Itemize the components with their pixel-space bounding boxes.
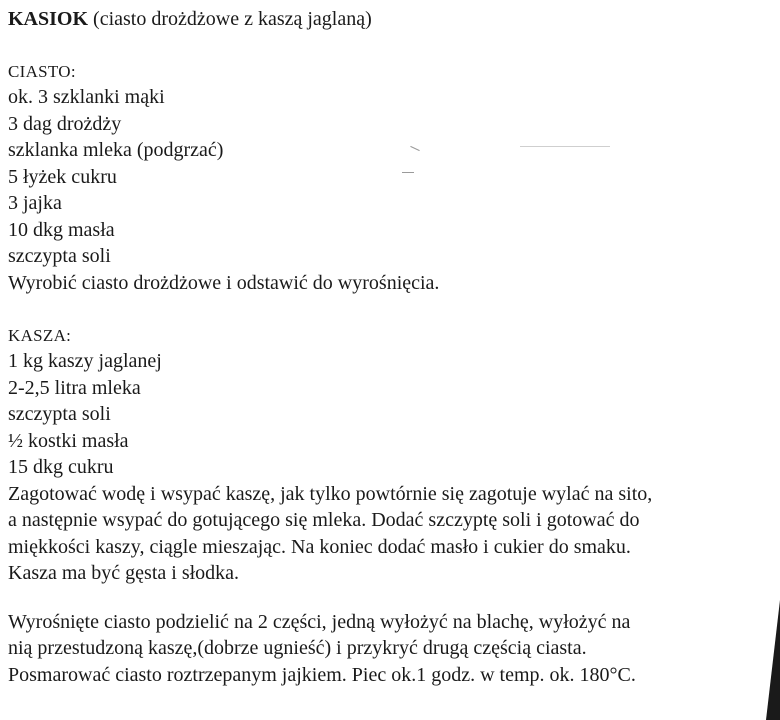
recipe-title-description: (ciasto drożdżowe z kaszą jaglaną) [88, 8, 372, 30]
ingredient-line: 15 dkg cukru [8, 456, 114, 478]
recipe-title-name: KASIOK [8, 8, 89, 30]
groats-section [8, 324, 774, 587]
ingredient-line: 2-2,5 litra mleka [8, 376, 141, 399]
instruction-line: Kasza ma być gęsta i słodka. [8, 562, 240, 584]
scan-edge-shadow [766, 600, 780, 720]
instruction-line: miękkości kaszy, ciągle mieszając. Na koniec dodać masło i cukier do smaku. [8, 535, 631, 558]
instruction-line: Zagotować wodę i wsypać kaszę, jak tylko powtórnie się zagotuje wylać na sito, [8, 482, 653, 505]
ingredient-line: szczypta soli [8, 245, 111, 267]
ingredient-line: 3 dag drożdży [8, 112, 122, 135]
instruction-line: Wyrośnięte ciasto podzielić na 2 części, jedną wyłożyć na blachę, wyłożyć na [8, 610, 631, 633]
ingredient-line: 3 jajka [8, 192, 62, 214]
dough-instruction: Wyrobić ciasto drożdżowe i odstawić do wyrośnięcia. [8, 271, 440, 294]
recipe-title [8, 6, 774, 32]
groats-heading: KASZA: [8, 326, 72, 345]
dough-heading: CIASTO: [8, 62, 76, 81]
scan-speck [520, 146, 610, 147]
ingredient-line: ½ kostki masła [8, 429, 129, 452]
ingredient-line: ok. 3 szklanki mąki [8, 86, 165, 108]
ingredient-line: 10 dkg masła [8, 218, 115, 241]
scan-speck [402, 172, 414, 173]
recipe-document [8, 6, 774, 688]
ingredient-line: szczypta soli [8, 403, 111, 425]
instruction-line: a następnie wsypać do gotującego się mleka. Dodać szczyptę soli i gotować do [8, 509, 640, 531]
instruction-line: Posmarować ciasto roztrzepanym jajkiem. Piec ok.1 godz. w temp. ok. 180°C. [8, 663, 636, 686]
ingredient-line: 5 łyżek cukru [8, 165, 117, 188]
groats-instruction [8, 481, 774, 587]
ingredient-line: szklanka mleka (podgrzać) [8, 139, 224, 161]
final-instructions [8, 609, 774, 689]
dough-section [8, 60, 774, 296]
instruction-line: nią przestudzoną kaszę,(dobrze ugnieść) i przykryć drugą częścią ciasta. [8, 637, 587, 659]
ingredient-line: 1 kg kaszy jaglanej [8, 350, 162, 372]
